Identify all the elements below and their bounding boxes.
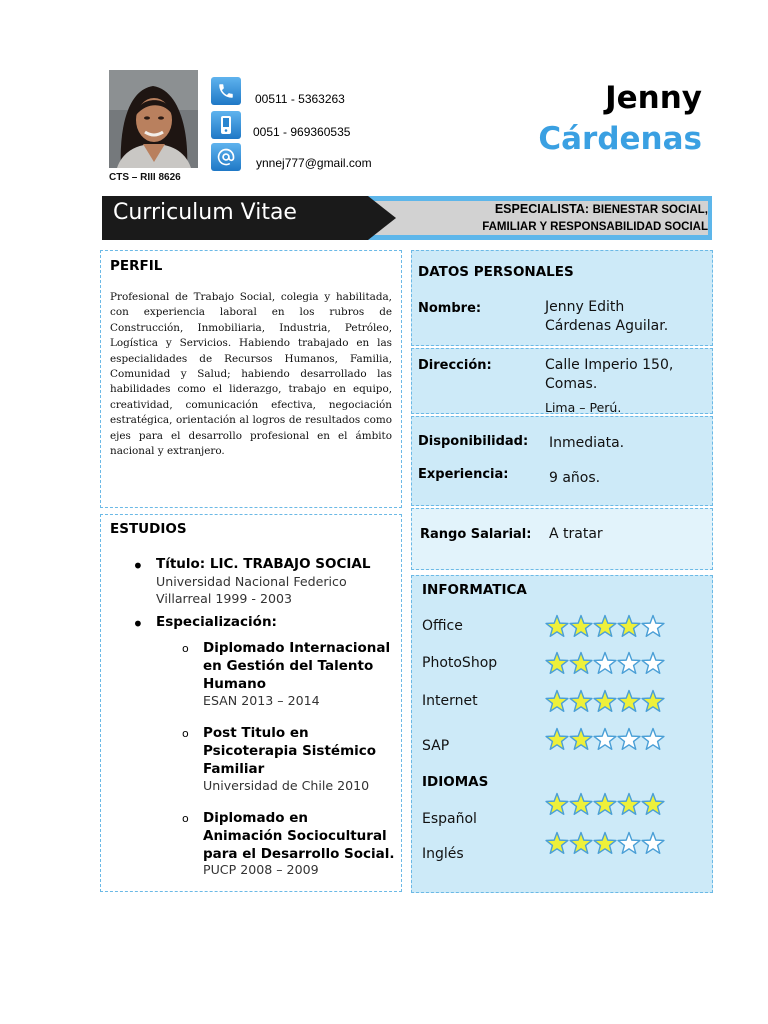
skill-rating-stars [545,614,665,638]
skill-name: Office [422,618,463,634]
specialty-line-1: BIENESTAR SOCIAL, [592,204,708,216]
star-filled-icon [546,833,568,854]
specialization-1-line-2: en Gestión del Talento [203,658,374,674]
specialization-3-line-2: Animación Sociocultural [203,828,387,844]
specialization-3-line-3: para el Desarrollo Social. [203,846,395,862]
specialization-1-line-1: Diplomado Internacional [203,640,391,656]
specialization-1-detail: ESAN 2013 – 2014 [203,693,320,708]
star-filled-icon [546,653,568,674]
star-filled-icon [570,616,592,637]
star-filled-icon [594,794,616,815]
specialization-2-line-3: Familiar [203,761,265,777]
specialty-line-2: FAMILIAR Y RESPONSABILIDAD SOCIAL [482,221,708,233]
star-filled-icon [570,833,592,854]
star-filled-icon [546,616,568,637]
specialization-2-detail: Universidad de Chile 2010 [203,778,370,793]
email-address: ynnej777@gmail.com [256,156,372,170]
experiencia-value: 9 años. [549,470,601,486]
language-rating-stars [545,792,665,816]
profile-photo [109,70,198,168]
bullet: • [132,612,144,636]
language-rating-stars [545,831,665,855]
rango-value: A tratar [549,526,603,542]
star-filled-icon [570,794,592,815]
star-empty-icon [618,729,640,750]
sub-bullet: o [182,642,189,655]
star-empty-icon [642,616,664,637]
skill-rating-stars [545,651,665,675]
idiomas-title: IDIOMAS [422,774,489,790]
skill-name: Internet [422,693,478,709]
phone-number: 00511 - 5363263 [255,92,345,106]
titulo-label: Título: LIC. TRABAJO SOCIAL [156,556,371,572]
titulo-institution-line-1: Universidad Nacional Federico [156,574,347,589]
last-name: Cárdenas [538,121,702,157]
disponibilidad-value: Inmediata. [549,435,625,451]
experiencia-label: Experiencia: [418,467,509,482]
perfil-title: PERFIL [110,258,163,274]
star-filled-icon [618,691,640,712]
banner-specialty [482,201,708,236]
star-filled-icon [546,691,568,712]
star-filled-icon [642,691,664,712]
star-filled-icon [594,616,616,637]
star-filled-icon [570,691,592,712]
star-filled-icon [570,653,592,674]
mobile-phone-icon [211,111,241,139]
specialization-1-line-3: Humano [203,676,266,692]
language-name: Español [422,811,477,827]
skill-rating-stars [545,727,665,751]
at-sign-icon [211,143,241,171]
banner-title: Curriculum Vitae [113,200,297,225]
phone-icon [211,77,241,105]
star-empty-icon [642,653,664,674]
direccion-line-3: Lima – Perú. [545,400,622,415]
specialization-3-line-1: Diplomado en [203,810,308,826]
cts-registration: CTS – RIII 8626 [109,172,181,183]
star-empty-icon [618,653,640,674]
direccion-line-2: Comas. [545,376,598,392]
titulo-institution-line-2: Villarreal 1999 - 2003 [156,591,293,606]
star-filled-icon [594,833,616,854]
first-name: Jenny [605,80,702,116]
datos-title: DATOS PERSONALES [418,264,574,280]
nombre-label: Nombre: [418,301,482,316]
disponibilidad-label: Disponibilidad: [418,434,529,449]
sub-bullet: o [182,812,189,825]
skill-rating-stars [545,689,665,713]
informatica-title: INFORMATICA [422,582,527,598]
star-empty-icon [642,833,664,854]
star-empty-icon [594,729,616,750]
language-name: Inglés [422,846,464,862]
specialization-2-line-2: Psicoterapia Sistémico [203,743,377,759]
datos-disponibilidad-panel [411,416,713,506]
star-filled-icon [594,691,616,712]
specialization-2-line-1: Post Titulo en [203,725,309,741]
mobile-number: 0051 - 969360535 [253,125,351,139]
skill-name: PhotoShop [422,655,498,671]
perfil-text: Profesional de Trabajo Social, colegia y habilitada, con experiencia laboral en los rubros de Construcción, Inmobiliaria, Industria, Petróleo, Logística y Servicios. Habiendo trabajado en las especialidades de Recursos Humanos, Familia, Comunidad y Salud; habiendo desarrollado las habilidades como el liderazgo, trabajo en equipo, creatividad, comunicación efectiva, negociación estratégica, orientación al logros de resultados como ejes para el desarrollo profesional en el ámbito nacional y extranjero. [110,291,392,458]
rango-label: Rango Salarial: [420,527,532,542]
star-filled-icon [546,729,568,750]
nombre-line-2: Cárdenas Aguilar. [545,318,669,334]
specialty-label: ESPECIALISTA: [494,202,590,216]
estudios-title: ESTUDIOS [110,521,187,537]
direccion-label: Dirección: [418,358,492,373]
star-empty-icon [618,833,640,854]
star-filled-icon [642,794,664,815]
direccion-line-1: Calle Imperio 150, [545,357,674,373]
specialization-3-detail: PUCP 2008 – 2009 [203,862,319,877]
star-filled-icon [570,729,592,750]
star-filled-icon [546,794,568,815]
star-filled-icon [618,794,640,815]
star-empty-icon [642,729,664,750]
sub-bullet: o [182,727,189,740]
star-filled-icon [618,616,640,637]
bullet: • [132,554,144,578]
skill-name: SAP [422,738,450,754]
nombre-line-1: Jenny Edith [545,299,625,315]
especializacion-label: Especialización: [156,614,277,630]
star-empty-icon [594,653,616,674]
